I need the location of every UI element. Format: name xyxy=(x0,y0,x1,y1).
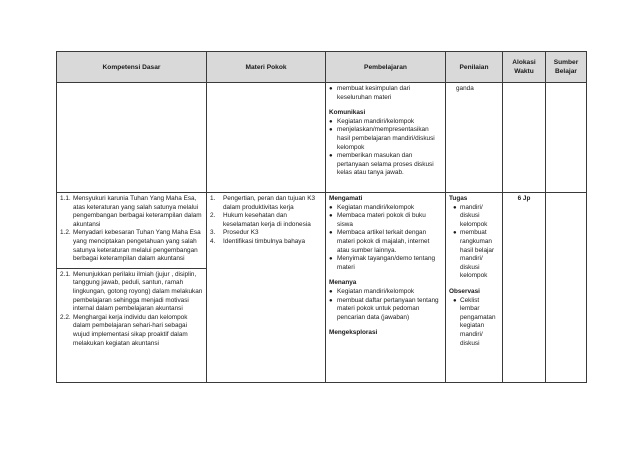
penilaian-cell xyxy=(446,193,503,383)
header-alokasi-waktu: Alokasi Waktu xyxy=(503,52,546,83)
list-item: 2. Hukum kesehatan dan keselamatan kerja di indonesia xyxy=(210,212,311,228)
kd-cell-empty xyxy=(57,83,207,193)
list-item: ● menjelaskan/mempresentasikan hasil pembelajaran mandiri/diskusi kelompok xyxy=(329,126,435,151)
section-heading: Observasi xyxy=(449,287,480,295)
table-row xyxy=(57,83,587,193)
header-materi-pokok: Materi Pokok xyxy=(207,52,326,83)
sumber-cell-empty xyxy=(546,83,587,193)
pembelajaran-cell xyxy=(326,193,446,383)
list-item: ● Kegiatan mandiri/kelompok xyxy=(329,287,415,295)
list-item: 4. Identifikasi timbulnya bahaya xyxy=(210,237,306,245)
header-sumber-belajar: Sumber Belajar xyxy=(546,52,587,83)
header-row xyxy=(57,52,587,83)
bullet-icon: ● xyxy=(329,204,333,211)
pembelajaran-cell xyxy=(326,83,446,193)
header-kompetensi-dasar: Kompetensi Dasar xyxy=(57,52,207,83)
section-heading: Mengamati xyxy=(329,195,363,202)
list-item: ● Kegiatan mandiri/kelompok xyxy=(329,203,415,211)
materi-cell xyxy=(207,193,326,383)
penilaian-cell: ganda xyxy=(446,83,503,193)
bullet-icon: ● xyxy=(329,256,333,263)
kd-cell xyxy=(57,193,207,383)
bullet-icon: ● xyxy=(329,127,333,134)
bullet-icon: ● xyxy=(329,118,333,125)
kd-inner-divider xyxy=(57,268,206,348)
bullet-icon: ● xyxy=(453,297,457,304)
bullet-icon: ● xyxy=(329,213,333,220)
list-item: 2.1. Menunjukkan perilaku ilmiah (jujur , disiplin, tanggung jawab, peduli, santun, ramah lingkungan, gotong royong) dalam melakukan pembelajaran sehingga menjadi motivasi internal dalam pembelajaran akuntansi xyxy=(60,270,203,313)
bullet-icon: ● xyxy=(453,230,457,237)
list-item: ● Kegiatan mandiri/kelompok xyxy=(329,117,415,125)
table-row xyxy=(57,193,587,383)
list-item: 3. Prosedur K3 xyxy=(210,229,259,237)
list-item: ● membuat rangkuman hasil belajar mandiri/ diskusi kelompok xyxy=(453,229,495,280)
list-item: ● membuat daftar pertanyaan tentang materi pokok untuk pedoman pencarian data (jawaban) xyxy=(329,296,439,321)
list-item: ● Membaca artikel terkait dengan materi pokok di majalah, internet atau sumber lainnya. xyxy=(329,229,430,254)
bullet-icon: ● xyxy=(329,288,333,295)
list-item: 2.2. Menghargai kerja individu dan kelompok dalam pembelajaran sehari-hari sebagai wujud implementasi sikap proaktif dalam melakukan kegiatan akuntansi xyxy=(60,313,188,347)
list-item: ● memberikan masukan dan pertanyaan selama proses diskusi kelas atau tanya jawab. xyxy=(329,152,434,177)
header-pembelajaran: Pembelajaran xyxy=(326,52,446,83)
bullet-icon: ● xyxy=(329,86,333,92)
list-item: ● Ceklist lembar pengamatan kegiatan mandiri/ diskusi xyxy=(453,296,496,347)
bullet-icon: ● xyxy=(453,204,457,211)
header-penilaian: Penilaian xyxy=(446,52,503,83)
bullet-icon: ● xyxy=(329,297,333,304)
list-item: ● membuat kesimpulan dari keseluruhan materi xyxy=(329,85,411,101)
section-heading: Menanya xyxy=(329,279,357,287)
alokasi-cell-empty xyxy=(503,83,546,193)
list-item: ● mandiri/ diskusi kelompok xyxy=(453,203,488,228)
bullet-icon: ● xyxy=(329,230,333,237)
list-item: 1.2. Menyadari kebesaran Tuhan Yang Maha Esa yang menciptakan pengetahuan yang salah satunya keteraturan melalui pengembangan berbagai keterampilan dalam akuntansi xyxy=(60,229,201,263)
bullet-icon: ● xyxy=(329,153,333,160)
list-item: 1. Pengertian, peran dan tujuan K3 dalam produktivitas kerja xyxy=(210,195,316,211)
list-item: ● Menyimak tayangan/demo tentang materi xyxy=(329,255,436,271)
materi-cell-empty xyxy=(207,83,326,193)
section-heading: Mengeksplorasi xyxy=(329,329,378,337)
section-heading: Tugas xyxy=(449,195,468,202)
section-heading: Komunikasi xyxy=(329,109,366,117)
sumber-cell-empty xyxy=(546,193,587,383)
list-item: 1.1. Mensyukuri karunia Tuhan Yang Maha Esa, atas keteraturan yang salah satunya melalui pengembangan berbagai keterampilan dalam akuntansi xyxy=(60,195,202,228)
list-item: ● Membaca materi pokok di buku siswa xyxy=(329,212,426,228)
alokasi-cell: 6 Jp xyxy=(503,193,546,383)
syllabus-table xyxy=(56,51,587,383)
